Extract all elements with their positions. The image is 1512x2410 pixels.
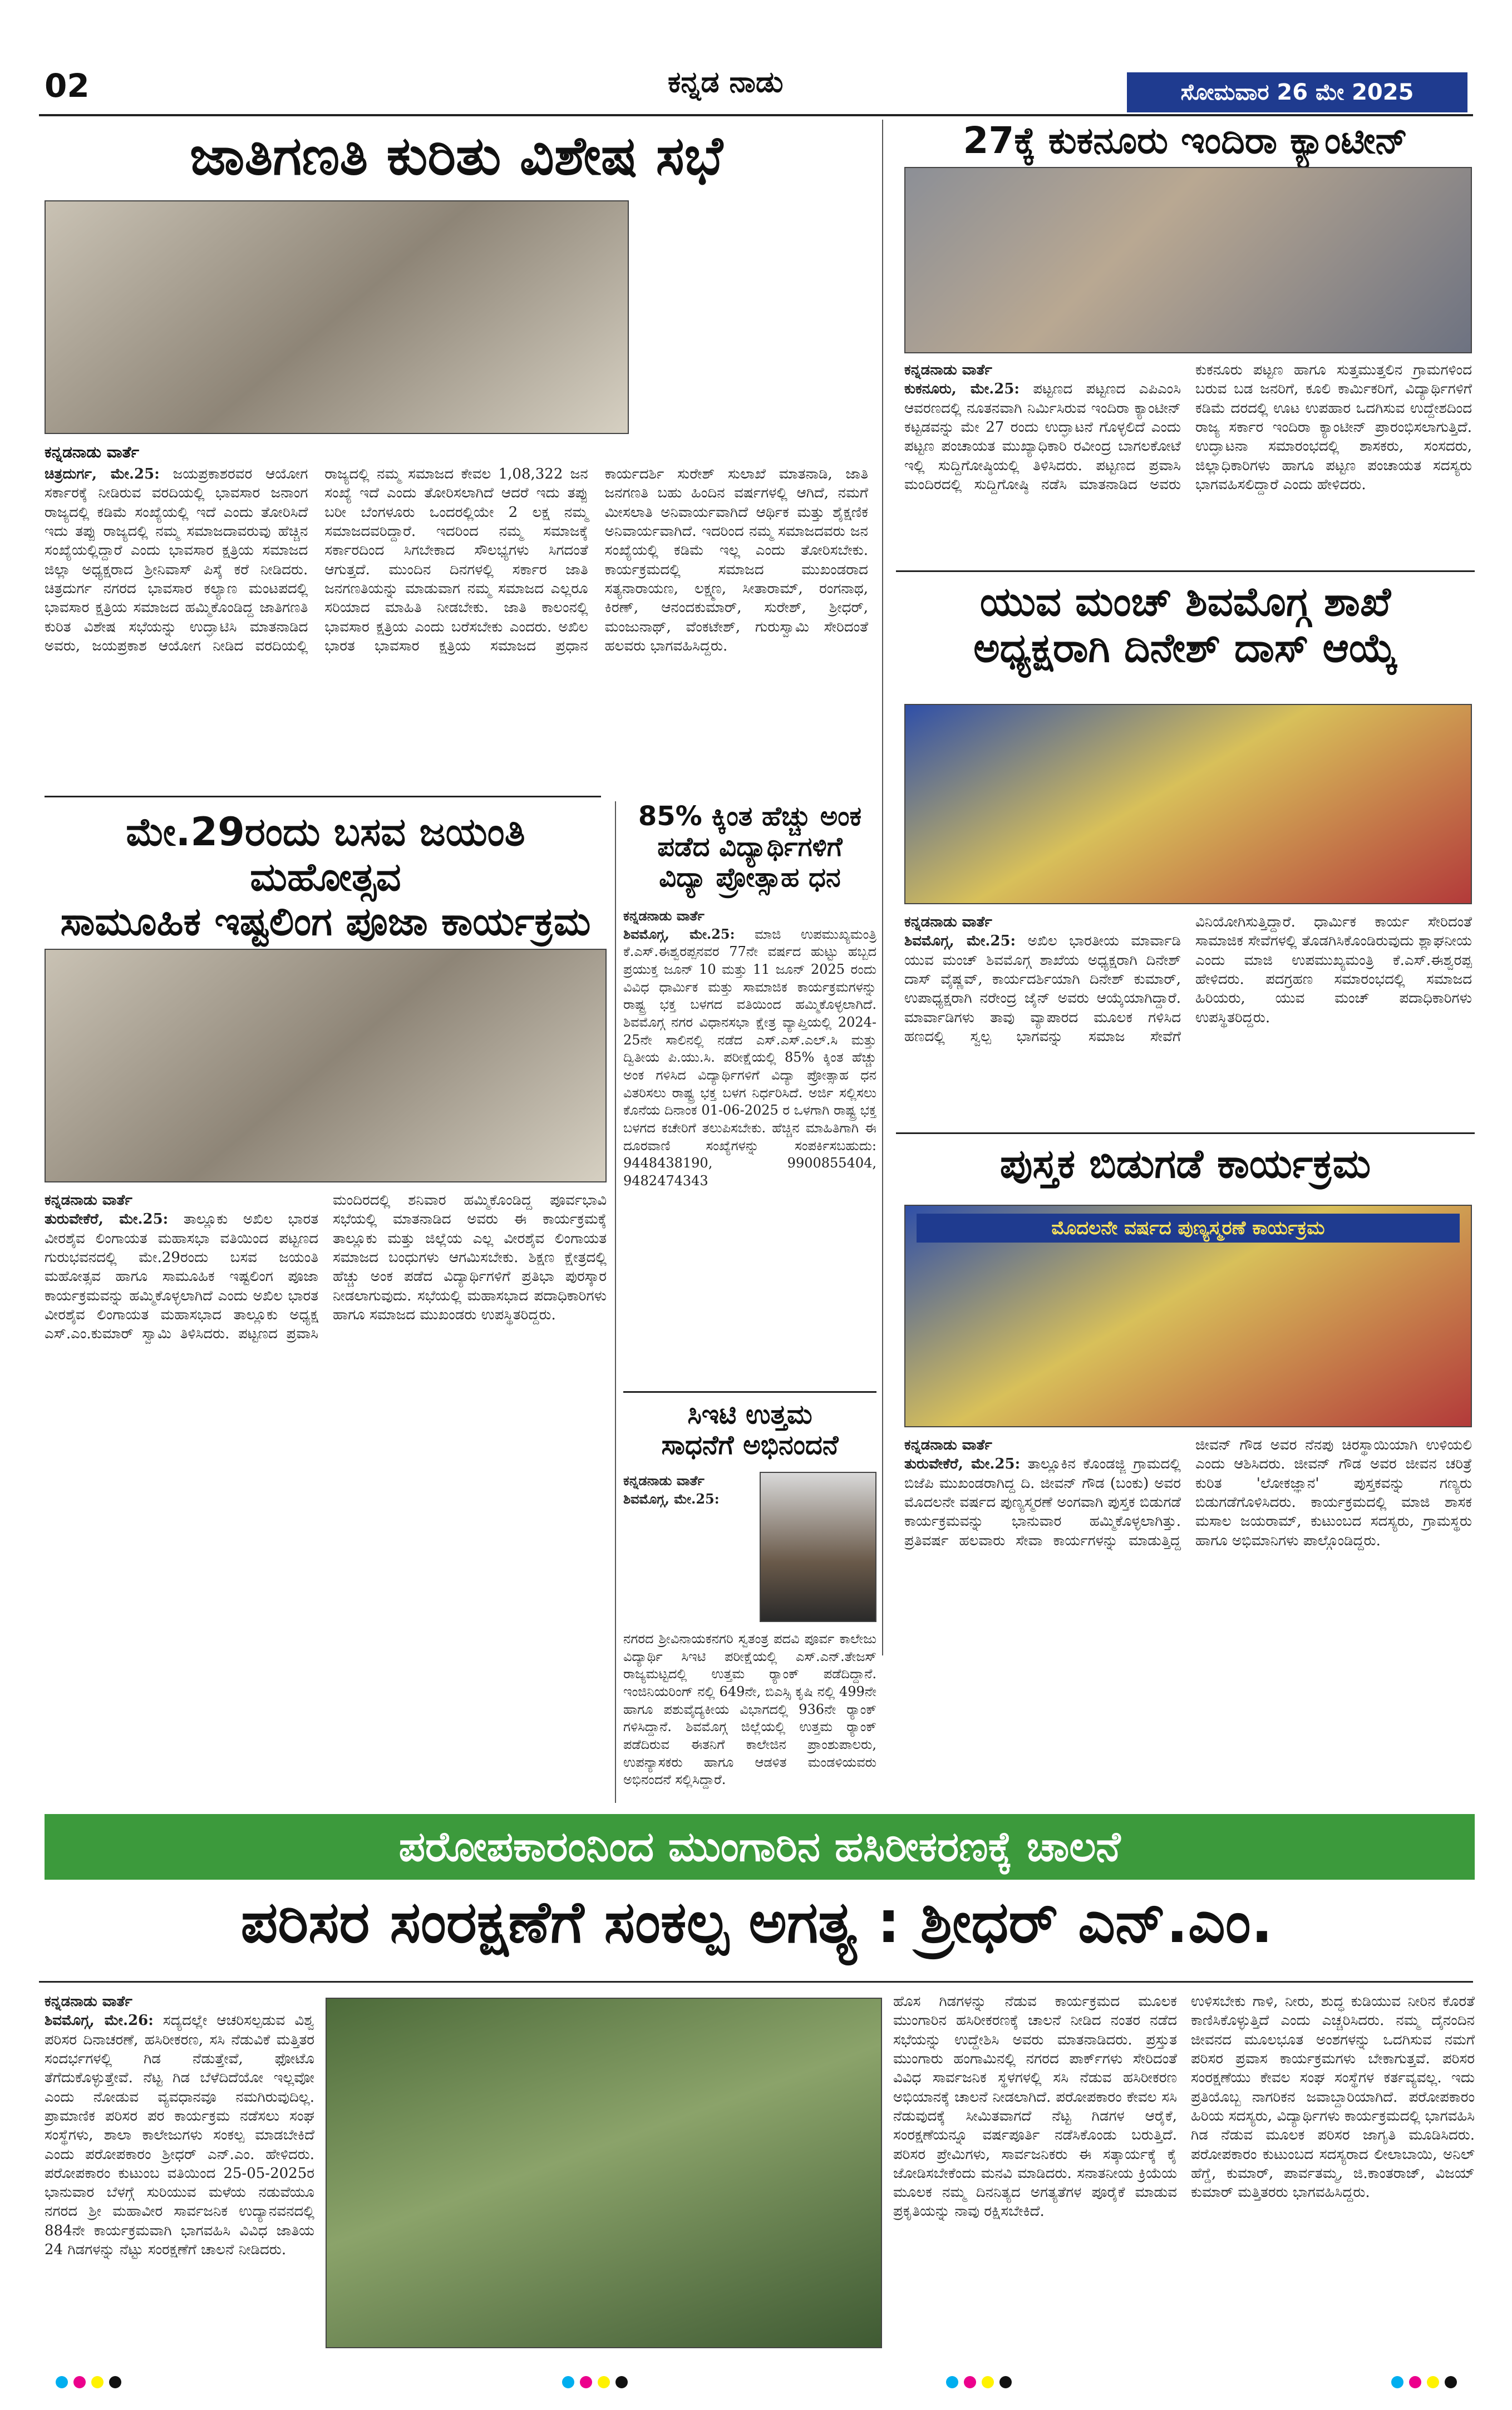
story6-body-top: [623, 1472, 751, 1628]
story7-byline: ಕನ್ನಡನಾಡು ವಾರ್ತೆ: [904, 1437, 992, 1453]
story3-headline-line1: ಯುವ ಮಂಚ್ ಶಿವಮೊಗ್ಗ ಶಾಖೆ: [979, 578, 1391, 625]
story2-photo: [904, 167, 1472, 353]
registration-marks-center-right: [946, 2376, 1012, 2388]
story6-headline-line2: ಸಾಧನೆಗೆ ಅಭಿನಂದನೆ: [661, 1430, 839, 1461]
divider: [896, 1132, 1475, 1134]
registration-dot: [1409, 2376, 1421, 2388]
registration-dot: [964, 2376, 976, 2388]
bottom-body-mid: [893, 1992, 1177, 2348]
story7-photo: [904, 1205, 1472, 1427]
story4-headline-line2: ಸಾಮೂಹಿಕ ಇಷ್ಟಲಿಂಗ ಪೂಜಾ ಕಾರ್ಯಕ್ರಮ: [60, 899, 591, 944]
story7-banner: ಮೊದಲನೇ ವರ್ಷದ ಪುಣ್ಯಸ್ಮರಣೆ ಕಾರ್ಯಕ್ರಮ: [917, 1214, 1460, 1243]
story1-body: [45, 465, 868, 821]
registration-marks-right: [1391, 2376, 1457, 2388]
divider: [896, 570, 1475, 572]
registration-dot: [1445, 2376, 1457, 2388]
story5-text: ಮಾಜಿ ಉಪಮುಖ್ಯಮಂತ್ರಿ ಕೆ.ಎಸ್.ಈಶ್ವರಪ್ಪನವರ 77ನೇ ವರ್ಷದ ಹುಟ್ಟು ಹಬ್ಬದ ಪ್ರಯುಕ್ತ ಜೂನ್ 10 ಮತ್ತು 11 ಜೂನ್ 2025 ರಂದು ವಿವಿಧ ಧಾರ್ಮಿಕ ಮತ್ತು ಸಾಮಾಜಿಕ ಕಾರ್ಯಕ್ರಮಗಳನ್ನು ರಾಷ್ಟ್ರ ಭಕ್ತ ಬಳಗದ ವತಿಯಿಂದ ಹಮ್ಮಿಕೊಳ್ಳಲಾಗಿದೆ. ಶಿವಮೊಗ್ಗ ನಗರ ವಿಧಾನಸಭಾ ಕ್ಷೇತ್ರ ವ್ಯಾಪ್ತಿಯಲ್ಲಿ 2024-25ನೇ ಸಾಲಿನಲ್ಲಿ ನಡೆದ ಎಸ್.ಎಸ್.ಎಲ್.ಸಿ ಮತ್ತು ದ್ವಿತೀಯ ಪಿ.ಯು.ಸಿ. ಪರೀಕ್ಷೆಯಲ್ಲಿ 85% ಕ್ಕಿಂತ ಹೆಚ್ಚು ಅಂಕ ಗಳಿಸಿದ ವಿದ್ಯಾರ್ಥಿಗಳಿಗೆ ವಿದ್ಯಾ ಪ್ರೋತ್ಸಾಹ ಧನ ವಿತರಿಸಲು ರಾಷ್ಟ್ರ ಭಕ್ತ ಬಳಗ ನಿರ್ಧರಿಸಿದೆ. ಅರ್ಜಿ ಸಲ್ಲಿಸಲು ಕೊನೆಯ ದಿನಾಂಕ 01-06-2025 ರ ಒಳಗಾಗಿ ರಾಷ್ಟ್ರ ಭಕ್ತ ಬಳಗದ ಕಚೇರಿಗೆ ತಲುಪಿಸಬೇಕು. ಹೆಚ್ಚಿನ ಮಾಹಿತಿಗಾಗಿ ಈ ದೂರವಾಣಿ ಸಂಖ್ಯೆಗಳನ್ನು ಸಂಪರ್ಕಿಸಬಹುದು: 9448438190, 9900855404, 9482474343: [623, 926, 876, 1189]
bottom-byline: ಕನ್ನಡನಾಡು ವಾರ್ತೆ: [45, 1993, 132, 2010]
divider: [45, 796, 601, 797]
story2-body: [904, 361, 1472, 564]
story7-dateline: ತುರುವೇಕೆರೆ, ಮೇ.25:: [904, 1456, 1021, 1473]
story3-dateline: ಶಿವಮೊಗ್ಗ, ಮೇ.25:: [904, 933, 1016, 950]
story6-headline-line1: ಸಿಇಟಿ ಉತ್ತಮ: [687, 1399, 812, 1430]
story4-dateline: ತುರುವೇಕೆರೆ, ಮೇ.25:: [45, 1211, 169, 1228]
divider: [39, 1981, 1473, 1983]
registration-dot: [91, 2376, 104, 2388]
story4-text: ತಾಲ್ಲೂಕು ಅಖಿಲ ಭಾರತ ವೀರಶೈವ ಲಿಂಗಾಯತ ಮಹಾಸಭಾ ವತಿಯಿಂದ ಪಟ್ಟಣದ ಗುರುಭವನದಲ್ಲಿ ಮೇ.29ರಂದು ಬಸವ ಜಯಂತಿ ಮಹೋತ್ಸವ ಹಾಗೂ ಸಾಮೂಹಿಕ ಇಷ್ಟಲಿಂಗ ಪೂಜಾ ಕಾರ್ಯಕ್ರಮವನ್ನು ಹಮ್ಮಿಕೊಳ್ಳಲಾಗಿದೆ ಎಂದು ಅಖಿಲ ಭಾರತ ವೀರಶೈವ ಲಿಂಗಾಯತ ಮಹಾಸಭಾದ ತಾಲ್ಲೂಕು ಅಧ್ಯಕ್ಷ ಎಸ್.ಎಂ.ಕುಮಾರ್ ಸ್ವಾಮಿ ತಿಳಿಸಿದರು. ಪಟ್ಟಣದ ಪ್ರವಾಸಿ ಮಂದಿರದಲ್ಲಿ ಶನಿವಾರ ಹಮ್ಮಿಕೊಂಡಿದ್ದ ಪೂರ್ವಭಾವಿ ಸಭೆಯಲ್ಲಿ ಮಾತನಾಡಿದ ಅವರು ಈ ಕಾರ್ಯಕ್ರಮಕ್ಕೆ ತಾಲ್ಲೂಕು ಮತ್ತು ಜಿಲ್ಲೆಯ ಎಲ್ಲ ವೀರಶೈವ ಲಿಂಗಾಯತ ಸಮಾಜದ ಬಂಧುಗಳು ಆಗಮಿಸಬೇಕು. ಶಿಕ್ಷಣ ಕ್ಷೇತ್ರದಲ್ಲಿ ಹೆಚ್ಚು ಅಂಕ ಪಡೆದ ವಿದ್ಯಾರ್ಥಿಗಳಿಗೆ ಪ್ರತಿಭಾ ಪುರಸ್ಕಾರ ನೀಡಲಾಗುವುದು. ಸಭೆಯಲ್ಲಿ ಮಹಾಸಭಾದ ಪದಾಧಿಕಾರಿಗಳು ಹಾಗೂ ಸಮಾಜದ ಮುಖಂಡರು ಉಪಸ್ಥಿತರಿದ್ದರು.: [45, 1192, 607, 1343]
bottom-dateline: ಶಿವಮೊಗ್ಗ, ಮೇ.26:: [45, 2012, 154, 2029]
bottom-text-mid: ಹೊಸ ಗಿಡಗಳನ್ನು ನೆಡುವ ಕಾರ್ಯಕ್ರಮದ ಮೂಲಕ ಮುಂಗಾರಿನ ಹಸಿರೀಕರಣಕ್ಕೆ ಚಾಲನೆ ನೀಡಿದ ನಂತರ ನಡೆದ ಸಭೆಯನ್ನು ಉದ್ದೇಶಿಸಿ ಅವರು ಮಾತನಾಡಿದರು. ಪ್ರಸ್ತುತ ಮುಂಗಾರು ಹಂಗಾಮಿನಲ್ಲಿ ನಗರದ ಪಾರ್ಕ್‌ಗಳು ಸೇರಿದಂತೆ ವಿವಿಧ ಸಾರ್ವಜನಿಕ ಸ್ಥಳಗಳಲ್ಲಿ ಸಸಿ ನೆಡುವ ಹಸಿರೀಕರಣ ಅಭಿಯಾನಕ್ಕೆ ಚಾಲನೆ ನೀಡಲಾಗಿದೆ. ಪರೋಪಕಾರಂ ಕೇವಲ ಸಸಿ ನೆಡುವುದಕ್ಕೆ ಸೀಮಿತವಾಗದೆ ನೆಟ್ಟ ಗಿಡಗಳ ಆರೈಕೆ, ಸಂರಕ್ಷಣೆಯನ್ನೂ ವರ್ಷಪೂರ್ತಿ ನಡೆಸಿಕೊಂಡು ಬರುತ್ತಿದೆ. ಪರಿಸರ ಪ್ರೇಮಿಗಳು, ಸಾರ್ವಜನಿಕರು ಈ ಸತ್ಕಾರ್ಯಕ್ಕೆ ಕೈ ಜೋಡಿಸಬೇಕೆಂದು ಮನವಿ ಮಾಡಿದರು. ಸನಾತನೀಯ ಕ್ರಿಯೆಯ ಮೂಲಕ ನಮ್ಮ ದಿನನಿತ್ಯದ ಅಗತ್ಯತೆಗಳ ಪೂರೈಕೆ ಮಾಡುವ ಪ್ರಕೃತಿಯನ್ನು ನಾವು ರಕ್ಷಿಸಬೇಕಿದೆ.: [893, 1993, 1177, 2220]
bottom-photo: [326, 1998, 882, 2348]
story3-body: [904, 913, 1472, 1124]
bottom-text-right: ಉಳಿಸಬೇಕು ಗಾಳಿ, ನೀರು, ಶುದ್ಧ ಕುಡಿಯುವ ನೀರಿನ ಕೊರತೆ ಕಾಣಿಸಿಕೊಳ್ಳುತ್ತಿದೆ ಎಂದು ಎಚ್ಚರಿಸಿದರು. ನಮ್ಮ ದೈನಂದಿನ ಜೀವನದ ಮೂಲಭೂತ ಅಂಶಗಳನ್ನು ಒದಗಿಸುವ ನಮಗೆ ಪರಿಸರ ಪ್ರವಾಸ ಕಾರ್ಯಕ್ರಮಗಳು ಬೇಕಾಗುತ್ತವೆ. ಪರಿಸರ ಸಂರಕ್ಷಣೆಯು ಕೇವಲ ಸಂಘ ಸಂಸ್ಥೆಗಳ ಕರ್ತವ್ಯವಲ್ಲ. ಇದು ಪ್ರತಿಯೊಬ್ಬ ನಾಗರಿಕನ ಜವಾಬ್ದಾರಿಯಾಗಿದೆ. ಪರೋಪಕಾರಂ ಹಿರಿಯ ಸದಸ್ಯರು, ವಿದ್ಯಾರ್ಥಿಗಳು ಕಾರ್ಯಕ್ರಮದಲ್ಲಿ ಭಾಗವಹಿಸಿ ಗಿಡ ನೆಡುವ ಮೂಲಕ ಪರಿಸರ ಜಾಗೃತಿ ಮೂಡಿಸಿದರು. ಪರೋಪಕಾರಂ ಕುಟುಂಬದ ಸದಸ್ಯರಾದ ಲೀಲಾಬಾಯಿ, ಅನಿಲ್ ಹೆಗ್ಡೆ, ಕುಮಾರ್, ಪಾರ್ವತಮ್ಮ, ಜಿ.ಕಾಂತರಾಜ್, ವಿಜಯ್ ಕುಮಾರ್ ಮತ್ತಿತರರು ಭಾಗವಹಿಸಿದ್ದರು.: [1191, 1993, 1475, 2201]
registration-dot: [982, 2376, 994, 2388]
story5-headline-line3: ವಿದ್ಯಾ ಪ್ರೋತ್ಸಾಹ ಧನ: [659, 862, 841, 894]
story4-body: [45, 1191, 607, 1803]
registration-dot: [1391, 2376, 1403, 2388]
registration-dot: [109, 2376, 121, 2388]
story1-byline: ಕನ್ನಡನಾಡು ವಾರ್ತೆ: [45, 443, 140, 461]
story6-body: [623, 1630, 876, 1803]
story5-headline-line1: 85% ಕ್ಕಿಂತ ಹೆಚ್ಚು ಅಂಕ: [638, 801, 862, 832]
story1-text: ಜಯಪ್ರಕಾಶರವರ ಆಯೋಗ ಸರ್ಕಾರಕ್ಕೆ ನೀಡಿರುವ ವರದಿಯಲ್ಲಿ ಭಾವಸಾರ ಜನಾಂಗ ರಾಜ್ಯದಲ್ಲಿ ಕಡಿಮೆ ಸಂಖ್ಯೆಯಲ್ಲಿ ಇದೆ ಎಂದು ತೋರಿಸಿದೆ ಇದು ತಪ್ಪು ರಾಜ್ಯದಲ್ಲಿ ನಮ್ಮ ಸಮಾಜದಾವರುವು ಹೆಚ್ಚಿನ ಸಂಖ್ಯೆಯಲ್ಲಿದ್ದಾರೆ ಎಂದು ಭಾವಸಾರ ಕ್ಷತ್ರಿಯ ಸಮಾಜದ ಜಿಲ್ಲಾ ಅಧ್ಯಕ್ಷರಾದ ಶ್ರೀನಿವಾಸ್ ಪಿಸ್ಕೆ ಕರೆ ನೀಡಿದರು. ಚಿತ್ರದುರ್ಗ ನಗರದ ಭಾವಸಾರ ಕಲ್ಯಾಣ ಮಂಟಪದಲ್ಲಿ ಭಾವಸಾರ ಕ್ಷತ್ರಿಯ ಸಮಾಜದ ಹಮ್ಮಿಕೊಂಡಿದ್ದ ಜಾತಿಗಣತಿ ಕುರಿತ ವಿಶೇಷ ಸಭೆಯನ್ನು ಉದ್ಘಾಟಿಸಿ ಮಾತನಾಡಿದ ಅವರು, ಜಯಪ್ರಕಾಶ ಆಯೋಗ ನೀಡಿದ ವರದಿಯಲ್ಲಿ ರಾಜ್ಯದಲ್ಲಿ ನಮ್ಮ ಸಮಾಜದ ಕೇವಲ 1,08,322 ಜನ ಸಂಖ್ಯೆ ಇದೆ ಎಂದು ತೋರಿಸಲಾಗಿದೆ ಆದರೆ ಇದು ತಪ್ಪು ಬರೀ ಬೆಂಗಳೂರು ಒಂದರಲ್ಲಿಯೇ 2 ಲಕ್ಷ ನಮ್ಮ ಸಮಾಜದವರಿದ್ದಾರೆ. ಇದರಿಂದ ನಮ್ಮ ಸಮಾಜಕ್ಕೆ ಸರ್ಕಾರದಿಂದ ಸಿಗಬೇಕಾದ ಸೌಲಭ್ಯಗಳು ಸಿಗದಂತೆ ಆಗುತ್ತದೆ. ಮುಂದಿನ ದಿನಗಳಲ್ಲಿ ಸರ್ಕಾರ ಜಾತಿ ಜನಗಣತಿಯನ್ನು ಮಾಡುವಾಗ ನಮ್ಮ ಸಮಾಜದ ಎಲ್ಲರೂ ಸರಿಯಾದ ಮಾಹಿತಿ ನೀಡಬೇಕು. ಜಾತಿ ಕಾಲಂನಲ್ಲಿ ಭಾವಸಾರ ಕ್ಷತ್ರಿಯ ಎಂದು ಬರೆಸಬೇಕು ಎಂದರು. ಅಖಿಲ ಭಾರತ ಭಾವಸಾರ ಕ್ಷತ್ರಿಯ ಸಮಾಜದ ಪ್ರಧಾನ ಕಾರ್ಯದರ್ಶಿ ಸುರೇಶ್ ಸುಲಾಖೆ ಮಾತನಾಡಿ, ಜಾತಿ ಜನಗಣತಿ ಬಹು ಹಿಂದಿನ ವರ್ಷಗಳಲ್ಲಿ ಆಗಿದೆ, ನಮಗೆ ಮೀಸಲಾತಿ ಅನಿವಾರ್ಯವಾಗಿದೆ ಆರ್ಥಿಕ ಮತ್ತು ಶೈಕ್ಷಣಿಕ ಅನಿವಾರ್ಯವಾಗಿದೆ. ಇದರಿಂದ ನಮ್ಮ ಸಮಾಜದವರು ಜನ ಸಂಖ್ಯೆಯಲ್ಲಿ ಕಡಿಮೆ ಇಲ್ಲ ಎಂದು ತೋರಿಸಬೇಕು. ಕಾರ್ಯಕ್ರಮದಲ್ಲಿ ಸಮಾಜದ ಮುಖಂಡರಾದ ಸತ್ಯನಾರಾಯಣ, ಲಕ್ಷ್ಮಣ, ಸೀತಾರಾಮ್, ರಂಗನಾಥ, ಕಿರಣ್, ಆನಂದಕುಮಾರ್, ಸುರೇಶ್, ಶ್ರೀಧರ್, ಮಂಜುನಾಥ್, ವೆಂಕಟೇಶ್, ಗುರುಸ್ವಾಮಿ ಸೇರಿದಂತೆ ಹಲವರು ಭಾಗವಹಿಸಿದ್ದರು.: [45, 466, 868, 654]
story2-text: ಪಟ್ಟಣದ ಪಟ್ಟಣದ ಎಪಿಎಂಸಿ ಆವರಣದಲ್ಲಿ ನೂತನವಾಗಿ ನಿರ್ಮಿಸಿರುವ ಇಂದಿರಾ ಕ್ಯಾಂಟೀನ್ ಕಟ್ಟಡವನ್ನು ಮೇ 27 ರಂದು ಉದ್ಘಾಟನೆ ಗೊಳ್ಳಲಿದೆ ಎಂದು ಪಟ್ಟಣ ಪಂಚಾಯತ ಮುಖ್ಯಾಧಿಕಾರಿ ರವೀಂದ್ರ ಬಾಗಲಕೋಟೆ ಇಲ್ಲಿ ಸುದ್ದಿಗೋಷ್ಠಿಯಲ್ಲಿ ತಿಳಿಸಿದರು. ಪಟ್ಟಣದ ಪ್ರವಾಸಿ ಮಂದಿರದಲ್ಲಿ ಸುದ್ದಿಗೋಷ್ಠಿ ನಡೆಸಿ ಮಾತನಾಡಿದ ಅವರು ಕುಕನೂರು ಪಟ್ಟಣ ಹಾಗೂ ಸುತ್ತಮುತ್ತಲಿನ ಗ್ರಾಮಗಳಿಂದ ಬರುವ ಬಡ ಜನರಿಗೆ, ಕೂಲಿ ಕಾರ್ಮಿಕರಿಗೆ, ವಿದ್ಯಾರ್ಥಿಗಳಿಗೆ ಕಡಿಮೆ ದರದಲ್ಲಿ ಊಟ ಉಪಹಾರ ಒದಗಿಸುವ ಉದ್ದೇಶದಿಂದ ರಾಜ್ಯ ಸರ್ಕಾರ ಇಂದಿರಾ ಕ್ಯಾಂಟೀನ್ ಪ್ರಾರಂಭಿಸಲಾಗುತ್ತಿದೆ. ಉದ್ಘಾಟನಾ ಸಮಾರಂಭದಲ್ಲಿ ಶಾಸಕರು, ಸಂಸದರು, ಜಿಲ್ಲಾಧಿಕಾರಿಗಳು ಹಾಗೂ ಪಟ್ಟಣ ಪಂಚಾಯತ ಸದಸ್ಯರು ಭಾಗವಹಿಸಲಿದ್ದಾರೆ ಎಂದು ಹೇಳಿದರು.: [904, 362, 1472, 493]
story1-byline-block: [45, 442, 629, 462]
story6-text: ನಗರದ ಶ್ರೀವಿನಾಯಕನಗರಿ ಸ್ವತಂತ್ರ ಪದವಿ ಪೂರ್ವ ಕಾಲೇಜು ವಿದ್ಯಾರ್ಥಿ ಸಿಇಟಿ ಪರೀಕ್ಷೆಯಲ್ಲಿ ಎಸ್.ಎನ್.ತೇಜಸ್ ರಾಜ್ಯಮಟ್ಟದಲ್ಲಿ ಉತ್ತಮ ರ್‍ಯಾಂಕ್ ಪಡೆದಿದ್ದಾನೆ. ಇಂಜಿನಿಯರಿಂಗ್ ನಲ್ಲಿ 649ನೇ, ಬಿಎಸ್ಸಿ ಕೃಷಿ ನಲ್ಲಿ 499ನೇ ಹಾಗೂ ಪಶುವೈದ್ಯಕೀಯ ವಿಭಾಗದಲ್ಲಿ 936ನೇ ರ್‍ಯಾಂಕ್ ಗಳಿಸಿದ್ದಾನೆ. ಶಿವಮೊಗ್ಗ ಜಿಲ್ಲೆಯಲ್ಲಿ ಉತ್ತಮ ರ್‍ಯಾಂಕ್ ಪಡೆದಿರುವ ಈತನಿಗೆ ಕಾಲೇಜಿನ ಪ್ರಾಂಶುಪಾಲರು, ಉಪನ್ಯಾಸಕರು ಹಾಗೂ ಆಡಳಿತ ಮಂಡಳಿಯವರು ಅಭಿನಂದನೆ ಸಲ್ಲಿಸಿದ್ದಾರೆ.: [623, 1631, 876, 1788]
date-strip: [1127, 72, 1467, 112]
story6-dateline: ಶಿವಮೊಗ್ಗ, ಮೇ.25:: [623, 1490, 720, 1507]
registration-dot: [56, 2376, 68, 2388]
green-headline: ಪರೋಪಕಾರಂನಿಂದ ಮುಂಗಾರಿನ ಹಸಿರೀಕರಣಕ್ಕೆ ಚಾಲನೆ: [398, 1822, 1121, 1871]
registration-dot: [562, 2376, 574, 2388]
bottom-text-left: ಸದ್ಯದಲ್ಲೇ ಆಚರಿಸಲ್ಪಡುವ ವಿಶ್ವ ಪರಿಸರ ದಿನಾಚರಣೆ, ಹಸಿರೀಕರಣ, ಸಸಿ ನೆಡುವಿಕೆ ಮತ್ತಿತರ ಸಂದರ್ಭಗಳಲ್ಲಿ ಗಿಡ ನೆಡುತ್ತೇವೆ, ಫೋಟೊ ತೆಗೆದುಕೊಳ್ಳುತ್ತೇವೆ. ನೆಟ್ಟ ಗಿಡ ಬೆಳೆದಿದೆಯೋ ಇಲ್ಲವೋ ಎಂದು ನೋಡುವ ವ್ಯವಧಾನವೂ ನಮಗಿರುವುದಿಲ್ಲ. ಪ್ರಾಮಾಣಿಕ ಪರಿಸರ ಪರ ಕಾರ್ಯಕ್ರಮ ನಡೆಸಲು ಸಂಘ ಸಂಸ್ಥೆಗಳು, ಶಾಲಾ ಕಾಲೇಜುಗಳು ಸಂಕಲ್ಪ ಮಾಡಬೇಕಿದೆ ಎಂದು ಪರೋಪಕಾರಂ ಶ್ರೀಧರ್ ಎನ್.ಎಂ. ಹೇಳಿದರು. ಪರೋಪಕಾರಂ ಕುಟುಂಬ ವತಿಯಿಂದ 25-05-2025ರ ಭಾನುವಾರ ಬೆಳಗ್ಗೆ ಸುರಿಯುವ ಮಳೆಯ ನಡುವೆಯೂ ನಗರದ ಶ್ರೀ ಮಹಾವೀರ ಸಾರ್ವಜನಿಕ ಉದ್ಯಾನವನದಲ್ಲಿ 884ನೇ ಕಾರ್ಯಕ್ರಮವಾಗಿ ಭಾಗವಹಿಸಿ ವಿವಿಧ ಜಾತಿಯ 24 ಗಿಡಗಳನ್ನು ನೆಟ್ಟು ಸಂರಕ್ಷಣೆಗೆ ಚಾಲನೆ ನೀಡಿದರು.: [45, 2012, 314, 2259]
green-headline-bar: [45, 1814, 1475, 1880]
page-number: 02: [45, 67, 90, 105]
story6-byline: ಕನ್ನಡನಾಡು ವಾರ್ತೆ: [623, 1472, 705, 1489]
story7-text: ತಾಲ್ಲೂಕಿನ ಕೊಂಡಜ್ಜಿ ಗ್ರಾಮದಲ್ಲಿ ಬಿಜೆಪಿ ಮುಖಂಡರಾಗಿದ್ದ ದಿ. ಜೀವನ್ ಗೌಡ (ಬಂಕು) ಅವರ ಮೊದಲನೇ ವರ್ಷದ ಪುಣ್ಯಸ್ಮರಣೆ ಅಂಗವಾಗಿ ಪುಸ್ತಕ ಬಿಡುಗಡೆ ಕಾರ್ಯಕ್ರಮವನ್ನು ಭಾನುವಾರ ಹಮ್ಮಿಕೊಳ್ಳಲಾಗಿತ್ತು. ಪ್ರತಿವರ್ಷ ಹಲವಾರು ಸೇವಾ ಕಾರ್ಯಗಳನ್ನು ಮಾಡುತ್ತಿದ್ದ ಜೀವನ್ ಗೌಡ ಅವರ ನೆನಪು ಚಿರಸ್ಥಾಯಿಯಾಗಿ ಉಳಿಯಲಿ ಎಂದು ಆಶಿಸಿದರು. ಜೀವನ್ ಗೌಡ ಅವರ ಜೀವನ ಚರಿತ್ರೆ ಕುರಿತ 'ಲೋಕಜ್ಞಾನ' ಪುಸ್ತಕವನ್ನು ಗಣ್ಯರು ಬಿಡುಗಡೆಗೊಳಿಸಿದರು. ಕಾರ್ಯಕ್ರಮದಲ್ಲಿ ಮಾಜಿ ಶಾಸಕ ಮಸಾಲ ಜಯರಾಮ್, ಕುಟುಂಬದ ಸದಸ್ಯರು, ಗ್ರಾಮಸ್ಥರು ಹಾಗೂ ಅಭಿಮಾನಿಗಳು ಪಾಲ್ಗೊಂಡಿದ್ದರು.: [904, 1437, 1472, 1549]
registration-dot: [999, 2376, 1012, 2388]
story3-headline: [896, 579, 1475, 671]
story4-photo: [45, 949, 607, 1182]
story4-headline: [45, 810, 607, 944]
registration-marks-center-left: [562, 2376, 628, 2388]
story5-byline: ಕನ್ನಡನಾಡು ವಾರ್ತೆ: [623, 908, 705, 924]
story6-headline: [623, 1399, 876, 1461]
issue-date: ಸೋಮವಾರ 26 ಮೇ 2025: [1180, 80, 1414, 105]
story1-headline: ಜಾತಿಗಣತಿ ಕುರಿತು ವಿಶೇಷ ಸಭೆ: [190, 125, 723, 187]
registration-dot: [598, 2376, 610, 2388]
story7-body: [904, 1436, 1472, 1825]
registration-dot: [580, 2376, 592, 2388]
masthead: ಕನ್ನಡ ನಾಡು: [668, 66, 784, 99]
story3-photo: [904, 704, 1472, 904]
column-divider: [882, 120, 883, 1655]
story1-dateline: ಚಿತ್ರದುರ್ಗ, ಮೇ.25:: [45, 466, 160, 482]
story7-headline: ಪುಸ್ತಕ ಬಿಡುಗಡೆ ಕಾರ್ಯಕ್ರಮ: [999, 1140, 1371, 1187]
story5-headline: [623, 801, 876, 894]
header-rule: [39, 114, 1473, 116]
story6-portrait: [760, 1472, 876, 1622]
story3-text: ಅಖಿಲ ಭಾರತೀಯ ಮಾರ್ವಾಡಿ ಯುವ ಮಂಚ್ ಶಿವಮೊಗ್ಗ ಶಾಖೆಯ ಅಧ್ಯಕ್ಷರಾಗಿ ದಿನೇಶ್ ದಾಸ್ ವೈಷ್ಣವ್, ಕಾರ್ಯದರ್ಶಿಯಾಗಿ ದಿನೇಶ್ ಕುಮಾರ್, ಉಪಾಧ್ಯಕ್ಷರಾಗಿ ನರೇಂದ್ರ ಜೈನ್ ಅವರು ಆಯ್ಕೆಯಾಗಿದ್ದಾರೆ. ಮಾರ್ವಾಡಿಗಳು ತಾವು ವ್ಯಾಪಾರದ ಮೂಲಕ ಗಳಿಸಿದ ಹಣದಲ್ಲಿ ಸ್ವಲ್ಪ ಭಾಗವನ್ನು ಸಮಾಜ ಸೇವೆಗೆ ವಿನಿಯೋಗಿಸುತ್ತಿದ್ದಾರೆ. ಧಾರ್ಮಿಕ ಕಾರ್ಯ ಸೇರಿದಂತೆ ಸಾಮಾಜಿಕ ಸೇವೆಗಳಲ್ಲಿ ತೊಡಗಿಸಿಕೊಂಡಿರುವುದು ಶ್ಲಾಘನೀಯ ಎಂದು ಮಾಜಿ ಉಪಮುಖ್ಯಮಂತ್ರಿ ಕೆ.ಎಸ್.ಈಶ್ವರಪ್ಪ ಹೇಳಿದರು. ಪದಗ್ರಹಣ ಸಮಾರಂಭದಲ್ಲಿ ಸಮಾಜದ ಹಿರಿಯರು, ಯುವ ಮಂಚ್ ಪದಾಧಿಕಾರಿಗಳು ಉಪಸ್ಥಿತರಿದ್ದರು.: [904, 914, 1472, 1045]
bottom-body-right: [1191, 1992, 1475, 2348]
story3-headline-line2: ಅಧ್ಯಕ್ಷರಾಗಿ ದಿನೇಶ್ ದಾಸ್ ಆಯ್ಕೆ: [973, 624, 1397, 671]
divider: [623, 1391, 876, 1393]
story5-body: [623, 907, 876, 1386]
story2-headline: 27ಕ್ಕೆ ಕುಕನೂರು ಇಂದಿರಾ ಕ್ಯಾಂಟೀನ್: [963, 119, 1408, 162]
story1-photo: [45, 200, 629, 434]
registration-dot: [1427, 2376, 1439, 2388]
column-divider: [615, 801, 616, 1803]
bottom-body-left: [45, 1992, 314, 2348]
registration-dot: [73, 2376, 86, 2388]
story2-dateline: ಕುಕನೂರು, ಮೇ.25:: [904, 381, 1020, 398]
registration-dot: [946, 2376, 958, 2388]
story4-headline-line1: ಮೇ.29ರಂದು ಬಸವ ಜಯಂತಿ ಮಹೋತ್ಸವ: [126, 809, 525, 900]
story4-byline: ಕನ್ನಡನಾಡು ವಾರ್ತೆ: [45, 1192, 132, 1209]
story5-dateline: ಶಿವಮೊಗ್ಗ, ಮೇ.25:: [623, 925, 735, 942]
registration-marks-left: [56, 2376, 121, 2388]
story2-byline: ಕನ್ನಡನಾಡು ವಾರ್ತೆ: [904, 362, 992, 378]
bottom-main-headline: ಪರಿಸರ ಸಂರಕ್ಷಣೆಗೆ ಸಂಕಲ್ಪ ಅಗತ್ಯ : ಶ್ರೀಧರ್ ಎನ್.ಎಂ.: [240, 1888, 1273, 1956]
registration-dot: [615, 2376, 628, 2388]
story3-byline: ಕನ್ನಡನಾಡು ವಾರ್ತೆ: [904, 914, 992, 930]
story5-headline-line2: ಪಡೆದ ವಿದ್ಯಾರ್ಥಿಗಳಿಗೆ: [657, 831, 843, 863]
